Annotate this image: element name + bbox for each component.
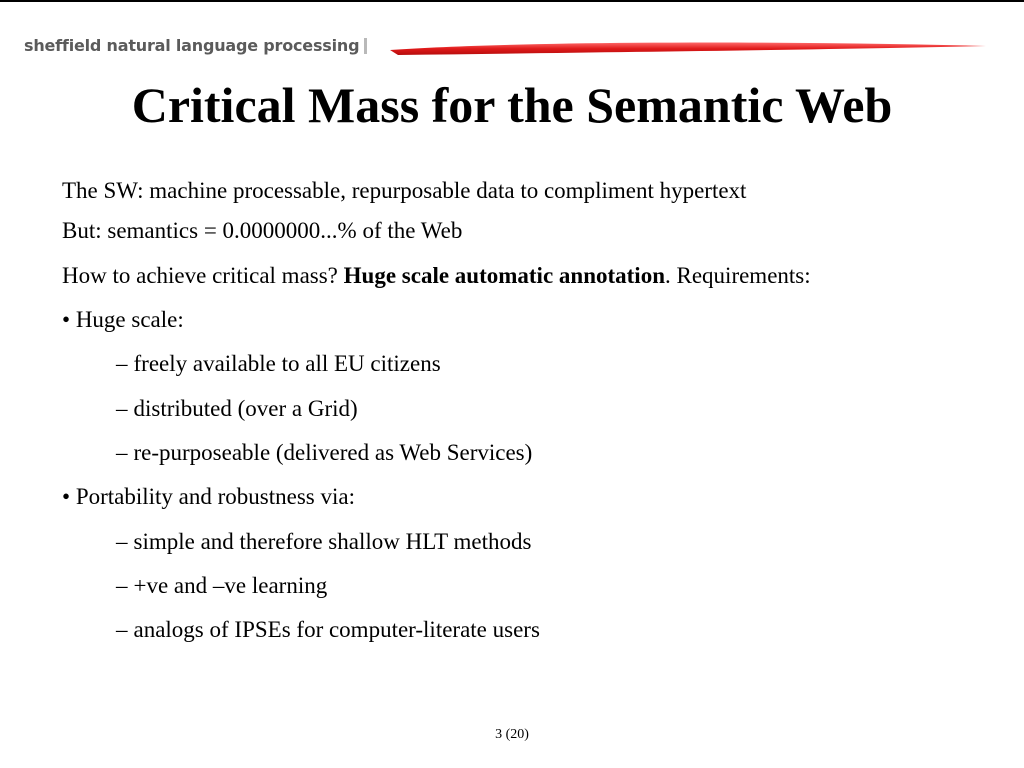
bullet-symbol: • <box>62 307 71 332</box>
dash-symbol: – <box>116 529 128 554</box>
dash-symbol: – <box>116 440 128 465</box>
swoosh-shape <box>390 43 986 55</box>
page-number: 3 (20) <box>495 727 529 742</box>
dash-symbol: – <box>116 396 128 421</box>
sub-bullet-text: simple and therefore shallow HLT methods <box>133 529 532 554</box>
sub-bullet-item <box>116 528 531 556</box>
bullet-text: Huge scale: <box>75 307 184 332</box>
sub-bullet-text: distributed (over a Grid) <box>133 396 358 421</box>
line3-bold-phrase: Huge scale automatic annotation <box>343 263 665 288</box>
dash-symbol: – <box>116 617 128 642</box>
body-line-3 <box>62 262 811 290</box>
sub-bullet-item <box>116 395 358 423</box>
sub-bullet-item <box>116 616 540 644</box>
body-line-2: But: semantics = 0.0000000...% of the Web <box>62 218 463 243</box>
line3-prefix: How to achieve critical mass? <box>62 263 338 288</box>
sub-bullet-text: +ve and –ve learning <box>133 573 328 598</box>
sub-bullet-item <box>116 439 532 467</box>
red-swoosh-decoration <box>388 38 988 58</box>
line3-suffix: . Requirements: <box>665 263 811 288</box>
dash-symbol: – <box>116 351 128 376</box>
sub-bullet-item <box>116 572 327 600</box>
brand-logo-edge <box>364 38 367 54</box>
sub-bullet-text: freely available to all EU citizens <box>133 351 441 376</box>
body-line-1: The SW: machine processable, repurposable data to compliment hypertext <box>62 178 747 203</box>
bullet-symbol: • <box>62 484 71 509</box>
dash-symbol: – <box>116 573 128 598</box>
bullet-text: Portability and robustness via: <box>75 484 355 509</box>
bullet-portability <box>62 483 355 511</box>
slide-title: Critical Mass for the Semantic Web <box>131 77 893 133</box>
sub-bullet-text: re-purposeable (delivered as Web Services) <box>133 440 533 465</box>
brand-logo-text: sheffield natural language processing <box>24 36 360 55</box>
bullet-huge-scale <box>62 306 184 334</box>
sub-bullet-text: analogs of IPSEs for computer-literate users <box>133 617 540 642</box>
sub-bullet-item <box>116 350 441 378</box>
